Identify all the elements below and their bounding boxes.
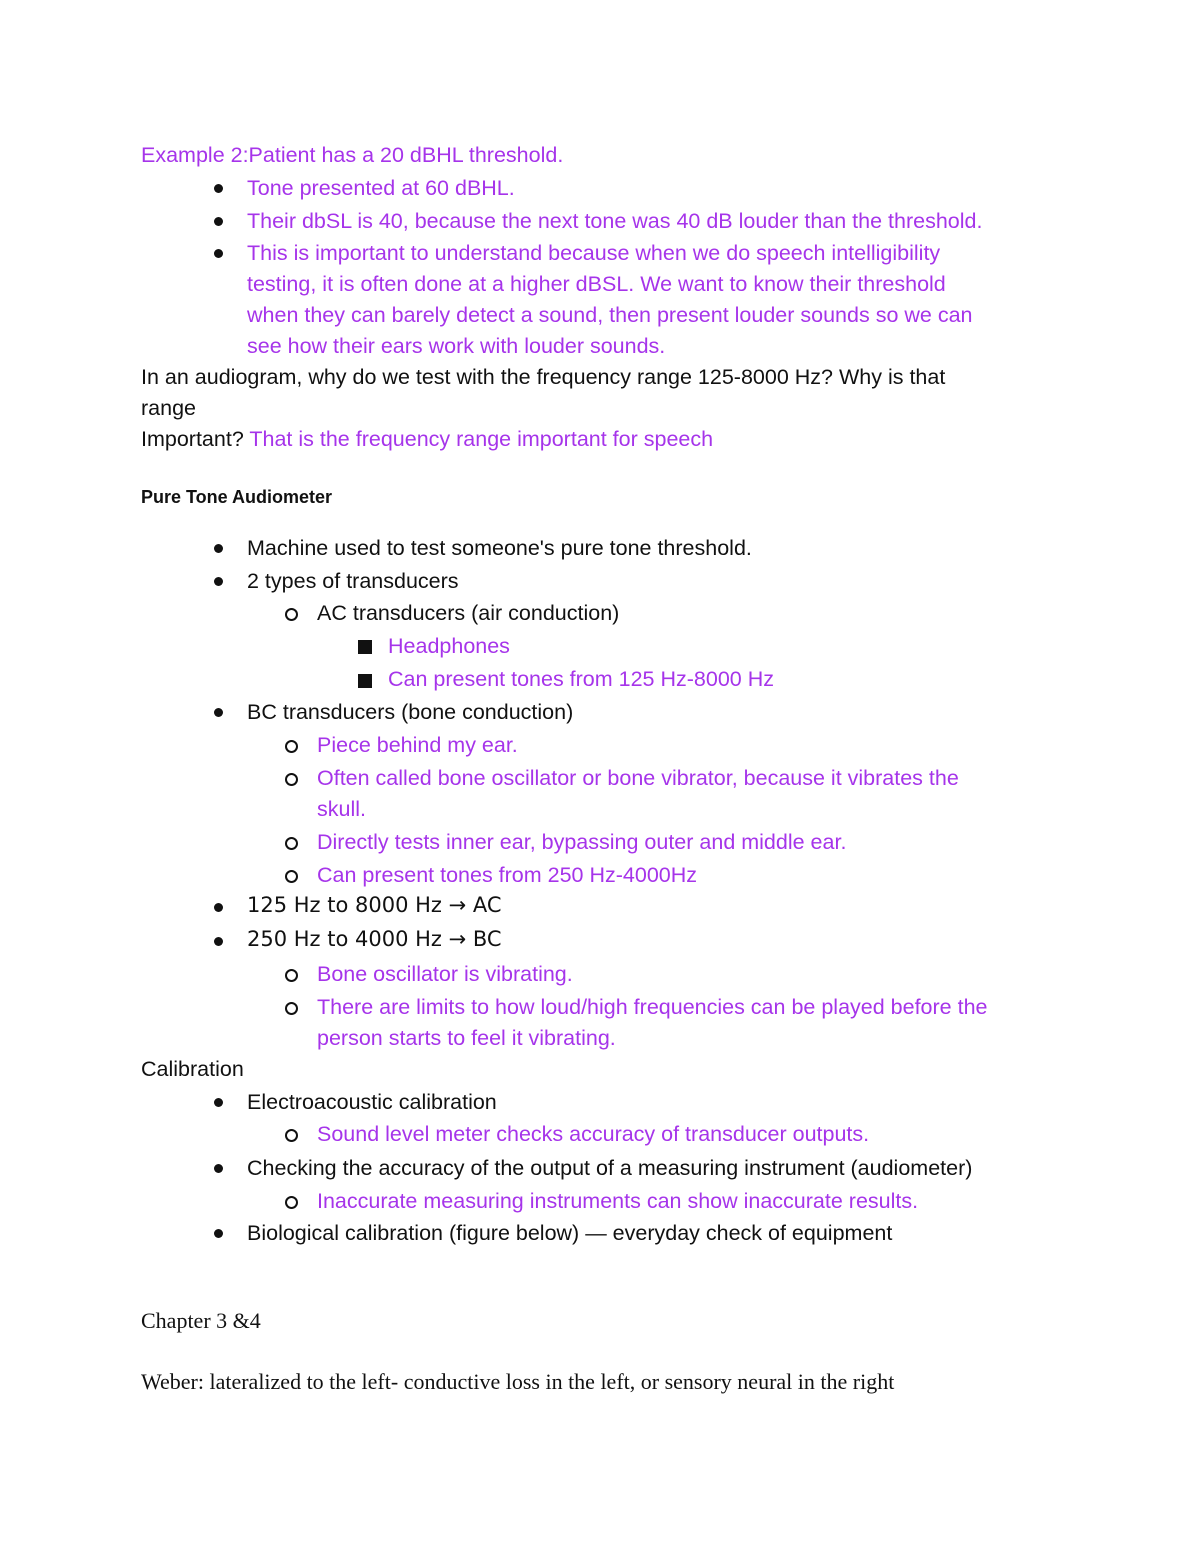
calibration-bullet-1: Electroacoustic calibration [247,1090,497,1114]
bullet-circle [285,1196,298,1209]
bullet-circle [285,608,298,621]
bullet-disc [214,937,223,946]
audiogram-answer: That is the frequency range important for speech [249,427,714,451]
pta-bullet-1: Machine used to test someone's pure tone threshold. [247,536,752,560]
bullet-disc [214,708,223,717]
pta-bc-sub2-line1: Often called bone oscillator or bone vibrator, because it vibrates the [317,766,959,790]
bullet-disc [214,1164,223,1173]
bullet-disc [214,903,223,912]
calibration-bullet-1-sub: Sound level meter checks accuracy of transducer outputs. [317,1122,870,1146]
range-bc: 250 Hz to 4000 Hz → BC [247,927,502,951]
example-bullet-3-line4: see how their ears work with louder sounds. [247,334,666,358]
pta-bc-sub3: Directly tests inner ear, bypassing outer and middle ear. [317,830,847,854]
chapter-title: Chapter 3 &4 [141,1308,261,1333]
calibration-bullet-2: Checking the accuracy of the output of a measuring instrument (audiometer) [247,1156,973,1180]
range-bc-sub2-line2: person starts to feel it vibrating. [317,1026,616,1050]
calibration-heading: Calibration [141,1057,244,1081]
pta-ac-sub2: Can present tones from 125 Hz-8000 Hz [388,667,775,691]
pta-bc-sub4: Can present tones from 250 Hz-4000Hz [317,863,698,887]
bullet-circle [285,1129,298,1142]
example-bullet-3-line3: when they can barely detect a sound, then present louder sounds so we can [247,303,973,327]
range-ac: 125 Hz to 8000 Hz → AC [247,893,502,917]
bullet-circle [285,1002,298,1015]
pta-ac: AC transducers (air conduction) [317,601,620,625]
bullet-disc [214,249,223,258]
example-bullet-3-line1: This is important to understand because when we do speech intelligibility [247,241,941,265]
bullet-circle [285,837,298,850]
calibration-bullet-2-sub: Inaccurate measuring instruments can show inaccurate results. [317,1189,919,1213]
audiogram-question-line3 [141,424,713,455]
pta-bc-sub2-line2: skull. [317,797,366,821]
bullet-disc [214,1098,223,1107]
audiogram-question-line2: range [141,396,196,420]
bullet-circle [285,740,298,753]
audiogram-question-line1: In an audiogram, why do we test with the frequency range 125-8000 Hz? Why is that [141,365,946,389]
bullet-square [358,640,372,654]
pta-bc: BC transducers (bone conduction) [247,700,574,724]
example-bullet-3-line2: testing, it is often done at a higher dBSL. We want to know their threshold [247,272,946,296]
bullet-disc [214,577,223,586]
pta-ac-sub1: Headphones [388,634,510,658]
bullet-disc [214,184,223,193]
bullet-square [358,674,372,688]
bullet-disc [214,217,223,226]
range-bc-sub2-line1: There are limits to how loud/high frequencies can be played before the [317,995,988,1019]
bullet-disc [214,1229,223,1238]
bullet-circle [285,870,298,883]
example-intro: Example 2:Patient has a 20 dBHL threshold. [141,143,564,167]
bullet-circle [285,773,298,786]
example-bullet-2: Their dbSL is 40, because the next tone was 40 dB louder than the threshold. [247,209,983,233]
pta-bullet-2: 2 types of transducers [247,569,459,593]
pta-heading: Pure Tone Audiometer [141,487,333,507]
weber-note: Weber: lateralized to the left- conductive loss in the left, or sensory neural in the right [141,1369,895,1394]
bullet-circle [285,969,298,982]
example-bullet-1: Tone presented at 60 dBHL. [247,176,515,200]
bullet-disc [214,544,223,553]
pta-bc-sub1: Piece behind my ear. [317,733,518,757]
calibration-bullet-3: Biological calibration (figure below) — everyday check of equipment [247,1221,893,1245]
audiogram-question-prefix: Important? [141,427,250,451]
range-bc-sub1: Bone oscillator is vibrating. [317,962,573,986]
